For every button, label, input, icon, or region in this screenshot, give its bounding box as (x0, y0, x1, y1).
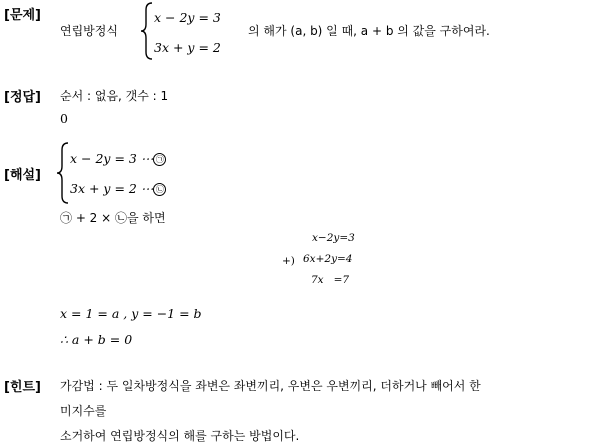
explanation-system-line-2 (70, 181, 166, 196)
calc-line-1: x−2y=3 (312, 232, 355, 244)
problem-brace (140, 2, 154, 60)
explanation-result-1: x = 1 = a , y = −1 = b (60, 306, 202, 321)
explanation-result-2: ∴ a + b = 0 (60, 332, 133, 347)
explanation-brace (56, 142, 70, 204)
hint-line-2: 미지수를 (60, 404, 107, 418)
answer-label: [정답] (4, 90, 41, 105)
answer-meta: 순서 : 없음, 갯수 : 1 (60, 89, 169, 103)
hint-label: [힌트] (4, 380, 41, 395)
hint-line-3: 소거하여 연립방정식의 해를 구하는 방법이다. (60, 429, 300, 443)
calc-line-3: 7x =7 (311, 274, 350, 286)
system-equation-1: x − 2y = 3 ⋯ (70, 151, 154, 166)
problem-equation-2: 3x + y = 2 (154, 40, 221, 55)
hint-line-1: 가감법 : 두 일차방정식을 좌변은 좌변끼리, 우변은 우변끼리, 더하거나 빼어서 한 (60, 379, 481, 393)
marker-giyeok-icon: ㉠ (153, 153, 166, 166)
explanation-combine-step: ㉠ + 2 × ㉡을 하면 (60, 211, 166, 225)
calc-operator: +) (282, 255, 295, 267)
system-equation-2: 3x + y = 2 ⋯ (70, 181, 154, 196)
problem-prefix: 연립방정식 (60, 24, 118, 38)
answer-value: 0 (60, 111, 68, 126)
marker-nieun-icon: ㉡ (153, 183, 166, 196)
explanation-label: [해설] (4, 168, 41, 183)
problem-suffix: 의 해가 (a, b) 일 때, a + b 의 값을 구하여라. (248, 24, 490, 38)
calc-line-2: 6x+2y=4 (303, 253, 353, 265)
explanation-system-line-1 (70, 151, 166, 166)
problem-equation-1: x − 2y = 3 (154, 10, 221, 25)
problem-label: [문제] (4, 8, 41, 23)
